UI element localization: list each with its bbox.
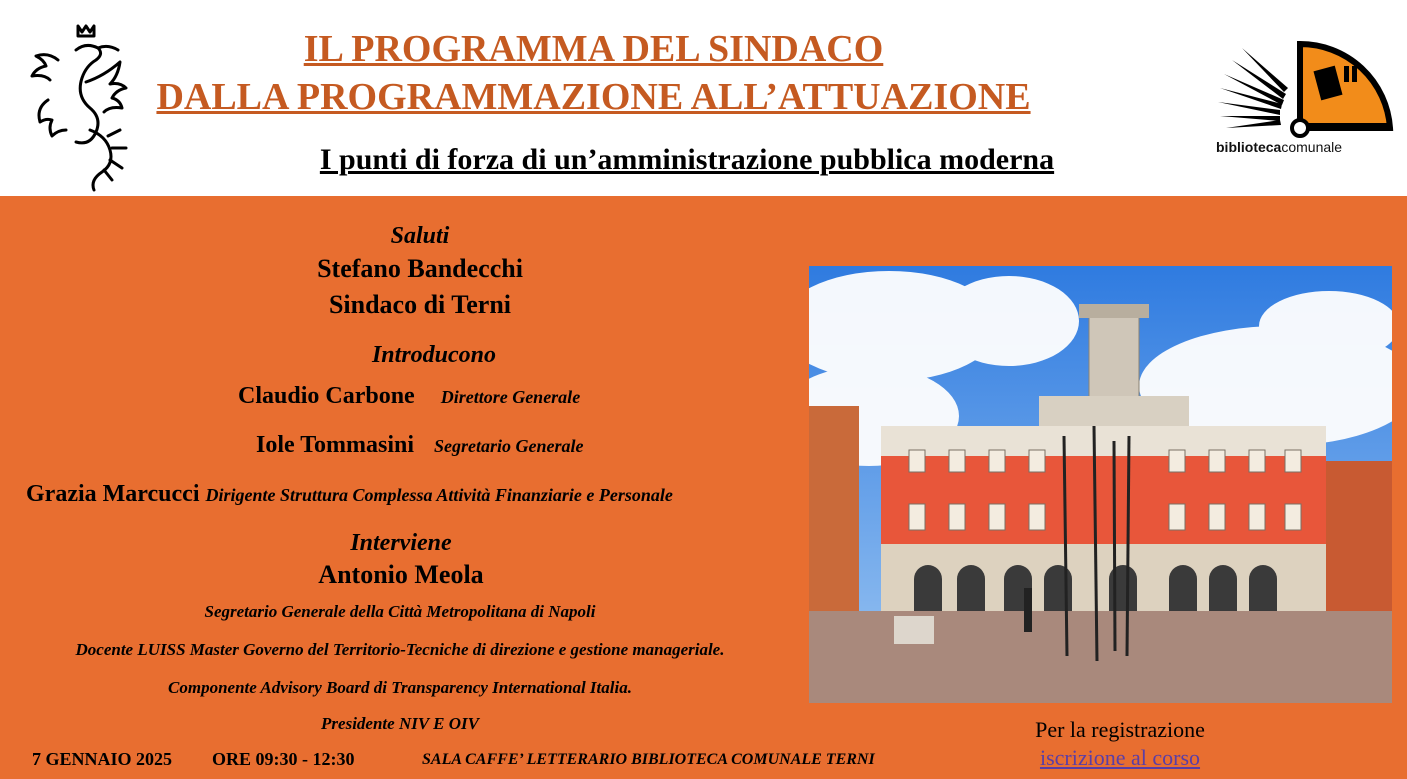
main-speaker-role: Docente LUISS Master Governo del Territorio-Tecniche di direzione e gestione manageriale. bbox=[75, 640, 725, 659]
main-speaker-role: Presidente NIV E OIV bbox=[321, 714, 479, 733]
event-date: 7 GENNAIO 2025 bbox=[32, 749, 173, 769]
main-speaker-role: Componente Advisory Board di Transparency International Italia. bbox=[168, 678, 632, 697]
logo-label: bibliotecacomunale bbox=[1216, 139, 1343, 155]
speaker-name: Grazia Marcucci bbox=[26, 481, 200, 507]
event-venue: SALA CAFFE’ LETTERARIO BIBLIOTECA COMUNALE TERNI bbox=[422, 751, 875, 768]
town-hall-photo bbox=[809, 266, 1392, 703]
speaker-role: Segretario Generale bbox=[434, 436, 584, 456]
subtitle: I punti di forza di un’amministrazione pubblica moderna bbox=[319, 143, 1055, 176]
title-line-1: IL PROGRAMMA DEL SINDACO bbox=[303, 28, 884, 70]
registration-label: Per la registrazione bbox=[1035, 717, 1205, 742]
event-time: ORE 09:30 - 12:30 bbox=[212, 749, 355, 769]
interviene-label: Interviene bbox=[350, 530, 452, 556]
speaker-row bbox=[238, 384, 580, 408]
saluti-role: Sindaco di Terni bbox=[328, 290, 512, 319]
saluti-label: Saluti bbox=[390, 223, 450, 249]
speaker-role: Dirigente Struttura Complessa Attività Finanziarie e Personale bbox=[205, 485, 673, 505]
speaker-row bbox=[26, 482, 673, 506]
registration-block bbox=[1010, 745, 1230, 771]
main-speaker-role: Segretario Generale della Città Metropolitana di Napoli bbox=[204, 602, 596, 621]
introducono-label: Introducono bbox=[371, 342, 497, 368]
registration-link[interactable]: iscrizione al corso bbox=[1039, 745, 1201, 770]
speaker-row bbox=[256, 433, 584, 457]
speaker-name: Iole Tommasini bbox=[256, 432, 415, 458]
title-line-2: DALLA PROGRAMMAZIONE ALL’ATTUAZIONE bbox=[156, 76, 1031, 118]
speaker-role: Direttore Generale bbox=[440, 387, 581, 407]
speaker-name: Claudio Carbone bbox=[238, 383, 415, 409]
saluti-name: Stefano Bandecchi bbox=[317, 254, 523, 283]
main-speaker-name: Antonio Meola bbox=[318, 560, 484, 589]
